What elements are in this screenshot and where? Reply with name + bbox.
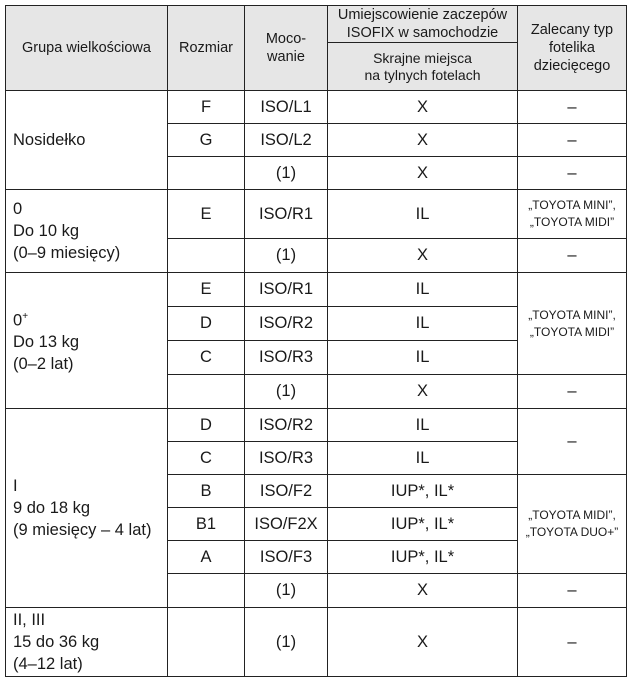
recommended-cell: „TOYOTA MIDI”, „TOYOTA DUO+” <box>518 475 627 574</box>
recommended-cell: „TOYOTA MINI”, „TOYOTA MIDI” <box>518 273 627 375</box>
position-cell: IL <box>328 341 518 375</box>
size-cell: B <box>168 475 245 508</box>
mount-cell: ISO/R2 <box>245 409 328 442</box>
mount-cell: ISO/F3 <box>245 541 328 574</box>
mount-cell: (1) <box>245 574 328 608</box>
header-group: Grupa wielkościowa <box>6 6 168 91</box>
header-outer-rear-seats: Skrajne miejsca na tylnych fotelach <box>328 43 518 91</box>
group-cell: II, III 15 do 36 kg (4–12 lat) <box>6 608 168 677</box>
position-cell: IL <box>328 190 518 239</box>
group-cell: I 9 do 18 kg (9 miesięcy – 4 lat) <box>6 409 168 608</box>
size-cell: D <box>168 307 245 341</box>
position-cell: X <box>328 157 518 190</box>
header-mounting: Moco- wanie <box>245 6 328 91</box>
header-isofix-location: Umiejscowienie zaczepów ISOFIX w samochodzie <box>328 6 518 43</box>
mount-cell: (1) <box>245 239 328 273</box>
mount-cell: ISO/R1 <box>245 190 328 239</box>
size-cell <box>168 375 245 409</box>
table-row <box>6 608 627 677</box>
recommended-cell: – <box>518 375 627 409</box>
table-row <box>6 190 627 239</box>
mount-cell: ISO/R2 <box>245 307 328 341</box>
table-row <box>6 91 627 124</box>
size-cell: D <box>168 409 245 442</box>
position-cell: X <box>328 239 518 273</box>
size-cell <box>168 239 245 273</box>
group-cell: 0+ Do 13 kg (0–2 lat) <box>6 273 168 409</box>
mount-cell: (1) <box>245 157 328 190</box>
size-cell <box>168 574 245 608</box>
group-cell: 0 Do 10 kg (0–9 miesięcy) <box>6 190 168 273</box>
position-cell: X <box>328 574 518 608</box>
recommended-cell: – <box>518 157 627 190</box>
mount-cell: ISO/R1 <box>245 273 328 307</box>
recommended-cell: – <box>518 608 627 677</box>
position-cell: IL <box>328 409 518 442</box>
mount-cell: ISO/F2 <box>245 475 328 508</box>
table-row <box>6 273 627 307</box>
position-cell: X <box>328 124 518 157</box>
size-cell: E <box>168 190 245 239</box>
position-cell: IUP*, IL* <box>328 541 518 574</box>
position-cell: X <box>328 91 518 124</box>
mount-cell: ISO/F2X <box>245 508 328 541</box>
size-cell <box>168 608 245 677</box>
size-cell: C <box>168 341 245 375</box>
size-cell: E <box>168 273 245 307</box>
recommended-cell: – <box>518 124 627 157</box>
header-recommended-seat: Zalecany typ fotelika dziecięcego <box>518 6 627 91</box>
recommended-cell: „TOYOTA MINI”, „TOYOTA MIDI” <box>518 190 627 239</box>
mount-cell: ISO/R3 <box>245 442 328 475</box>
size-cell: G <box>168 124 245 157</box>
position-cell: IL <box>328 307 518 341</box>
group-cell: Nosidełko <box>6 91 168 190</box>
position-cell: IL <box>328 273 518 307</box>
recommended-cell: – <box>518 409 627 475</box>
position-cell: IUP*, IL* <box>328 508 518 541</box>
recommended-cell: – <box>518 91 627 124</box>
mount-cell: ISO/L1 <box>245 91 328 124</box>
isofix-compatibility-table <box>5 5 627 677</box>
size-cell <box>168 157 245 190</box>
size-cell: B1 <box>168 508 245 541</box>
mount-cell: ISO/L2 <box>245 124 328 157</box>
mount-cell: (1) <box>245 375 328 409</box>
table-row <box>6 409 627 442</box>
size-cell: A <box>168 541 245 574</box>
position-cell: X <box>328 375 518 409</box>
position-cell: IUP*, IL* <box>328 475 518 508</box>
recommended-cell: – <box>518 574 627 608</box>
size-cell: F <box>168 91 245 124</box>
recommended-cell: – <box>518 239 627 273</box>
mount-cell: (1) <box>245 608 328 677</box>
size-cell: C <box>168 442 245 475</box>
position-cell: X <box>328 608 518 677</box>
position-cell: IL <box>328 442 518 475</box>
mount-cell: ISO/R3 <box>245 341 328 375</box>
header-size: Rozmiar <box>168 6 245 91</box>
